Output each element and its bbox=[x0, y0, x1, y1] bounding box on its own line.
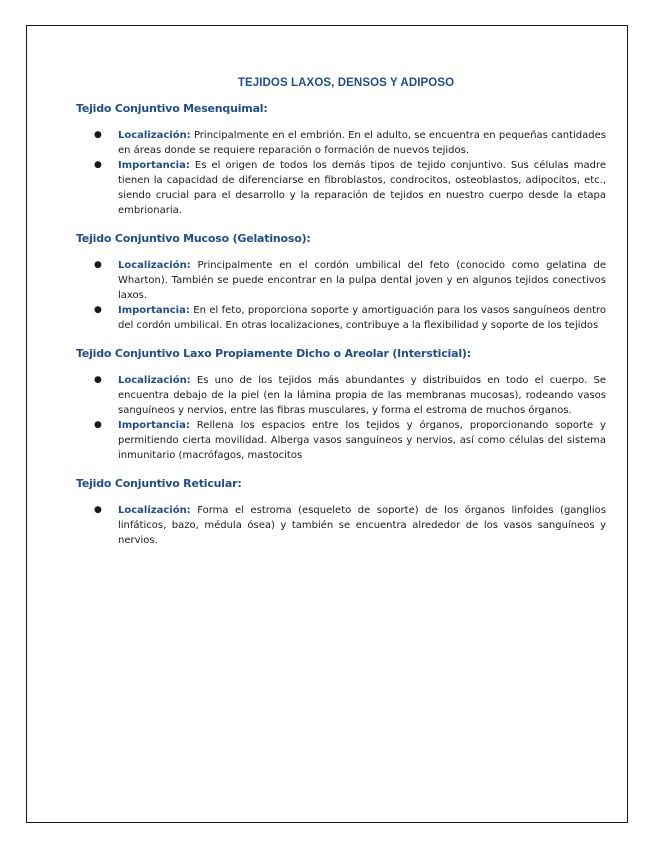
bullet-icon: ● bbox=[94, 375, 102, 385]
item-text: Forma el estroma (esqueleto de soporte) de los órganos linfoides (ganglios linfáticos, bazo, médula ósea) y también se encuentra alrededor de los vasos sanguíneos y nervios. bbox=[118, 505, 606, 546]
item-label: Importancia: bbox=[118, 420, 190, 431]
item-label: Importancia: bbox=[118, 160, 190, 171]
bullet-icon: ● bbox=[94, 130, 102, 140]
section-heading: Tejido Conjuntivo Laxo Propiamente Dicho o Areolar (Intersticial): bbox=[76, 347, 471, 360]
list-item bbox=[76, 158, 606, 218]
item-label: Localización: bbox=[118, 505, 191, 516]
item-label: Localización: bbox=[118, 260, 191, 271]
item-text: Es uno de los tejidos más abundantes y distribuidos en todo el cuerpo. Se encuentra debajo de la piel (en la lámina propia de las membranas mucosas), rodeando vasos sanguíneos y nervios, entre las fibras musculares, y forma el estroma de muchos órganos. bbox=[118, 375, 606, 416]
section-laxo-areolar bbox=[76, 347, 606, 463]
bullet-list bbox=[76, 258, 606, 333]
list-item bbox=[76, 128, 606, 158]
item-label: Importancia: bbox=[118, 305, 190, 316]
bullet-list bbox=[76, 373, 606, 463]
list-item bbox=[76, 258, 606, 303]
section-heading: Tejido Conjuntivo Mucoso (Gelatinoso): bbox=[76, 232, 311, 245]
item-text: Principalmente en el cordón umbilical del feto (conocido como gelatina de Wharton). También se puede encontrar en la pulpa dental joven y en algunos tejidos conectivos laxos. bbox=[118, 260, 606, 301]
bullet-list bbox=[76, 128, 606, 218]
section-mesenquimal bbox=[76, 102, 606, 218]
section-mucoso bbox=[76, 232, 606, 333]
item-text: En el feto, proporciona soporte y amortiguación para los vasos sanguíneos dentro del cordón umbilical. En otras localizaciones, contribuye a la flexibilidad y soporte de los tejidos bbox=[118, 305, 607, 331]
bullet-icon: ● bbox=[94, 260, 102, 270]
bullet-list bbox=[76, 503, 606, 548]
section-heading: Tejido Conjuntivo Mesenquimal: bbox=[76, 102, 268, 115]
document-content bbox=[76, 77, 606, 562]
item-label: Localización: bbox=[118, 130, 191, 141]
document-title: TEJIDOS LAXOS, DENSOS Y ADIPOSO bbox=[237, 77, 455, 89]
section-heading: Tejido Conjuntivo Reticular: bbox=[76, 477, 242, 490]
item-text: Principalmente en el embrión. En el adulto, se encuentra en pequeñas cantidades en áreas donde se requiere reparación o formación de nuevos tejidos. bbox=[118, 130, 606, 156]
item-text: Rellena los espacios entre los tejidos y órganos, proporcionando soporte y permitiendo cierta movilidad. Alberga vasos sanguíneos y nervios, así como células del sistema inmunitario (macrófagos, mastocitos bbox=[118, 420, 606, 461]
bullet-icon: ● bbox=[94, 305, 102, 315]
bullet-icon: ● bbox=[94, 160, 102, 170]
document-page bbox=[26, 25, 628, 823]
list-item bbox=[76, 373, 606, 418]
list-item bbox=[76, 303, 606, 333]
bullet-icon: ● bbox=[94, 420, 102, 430]
item-text: Es el origen de todos los demás tipos de tejido conjuntivo. Sus células madre tienen la capacidad de diferenciarse en fibroblastos, condrocitos, osteoblastos, adipocitos, etc., siendo crucial para el desarrollo y la reparación de tejidos en nuestro cuerpo desde la etapa embrionaria. bbox=[118, 160, 606, 216]
section-reticular bbox=[76, 477, 606, 548]
list-item bbox=[76, 503, 606, 548]
list-item bbox=[76, 418, 606, 463]
bullet-icon: ● bbox=[94, 505, 102, 515]
item-label: Localización: bbox=[118, 375, 191, 386]
